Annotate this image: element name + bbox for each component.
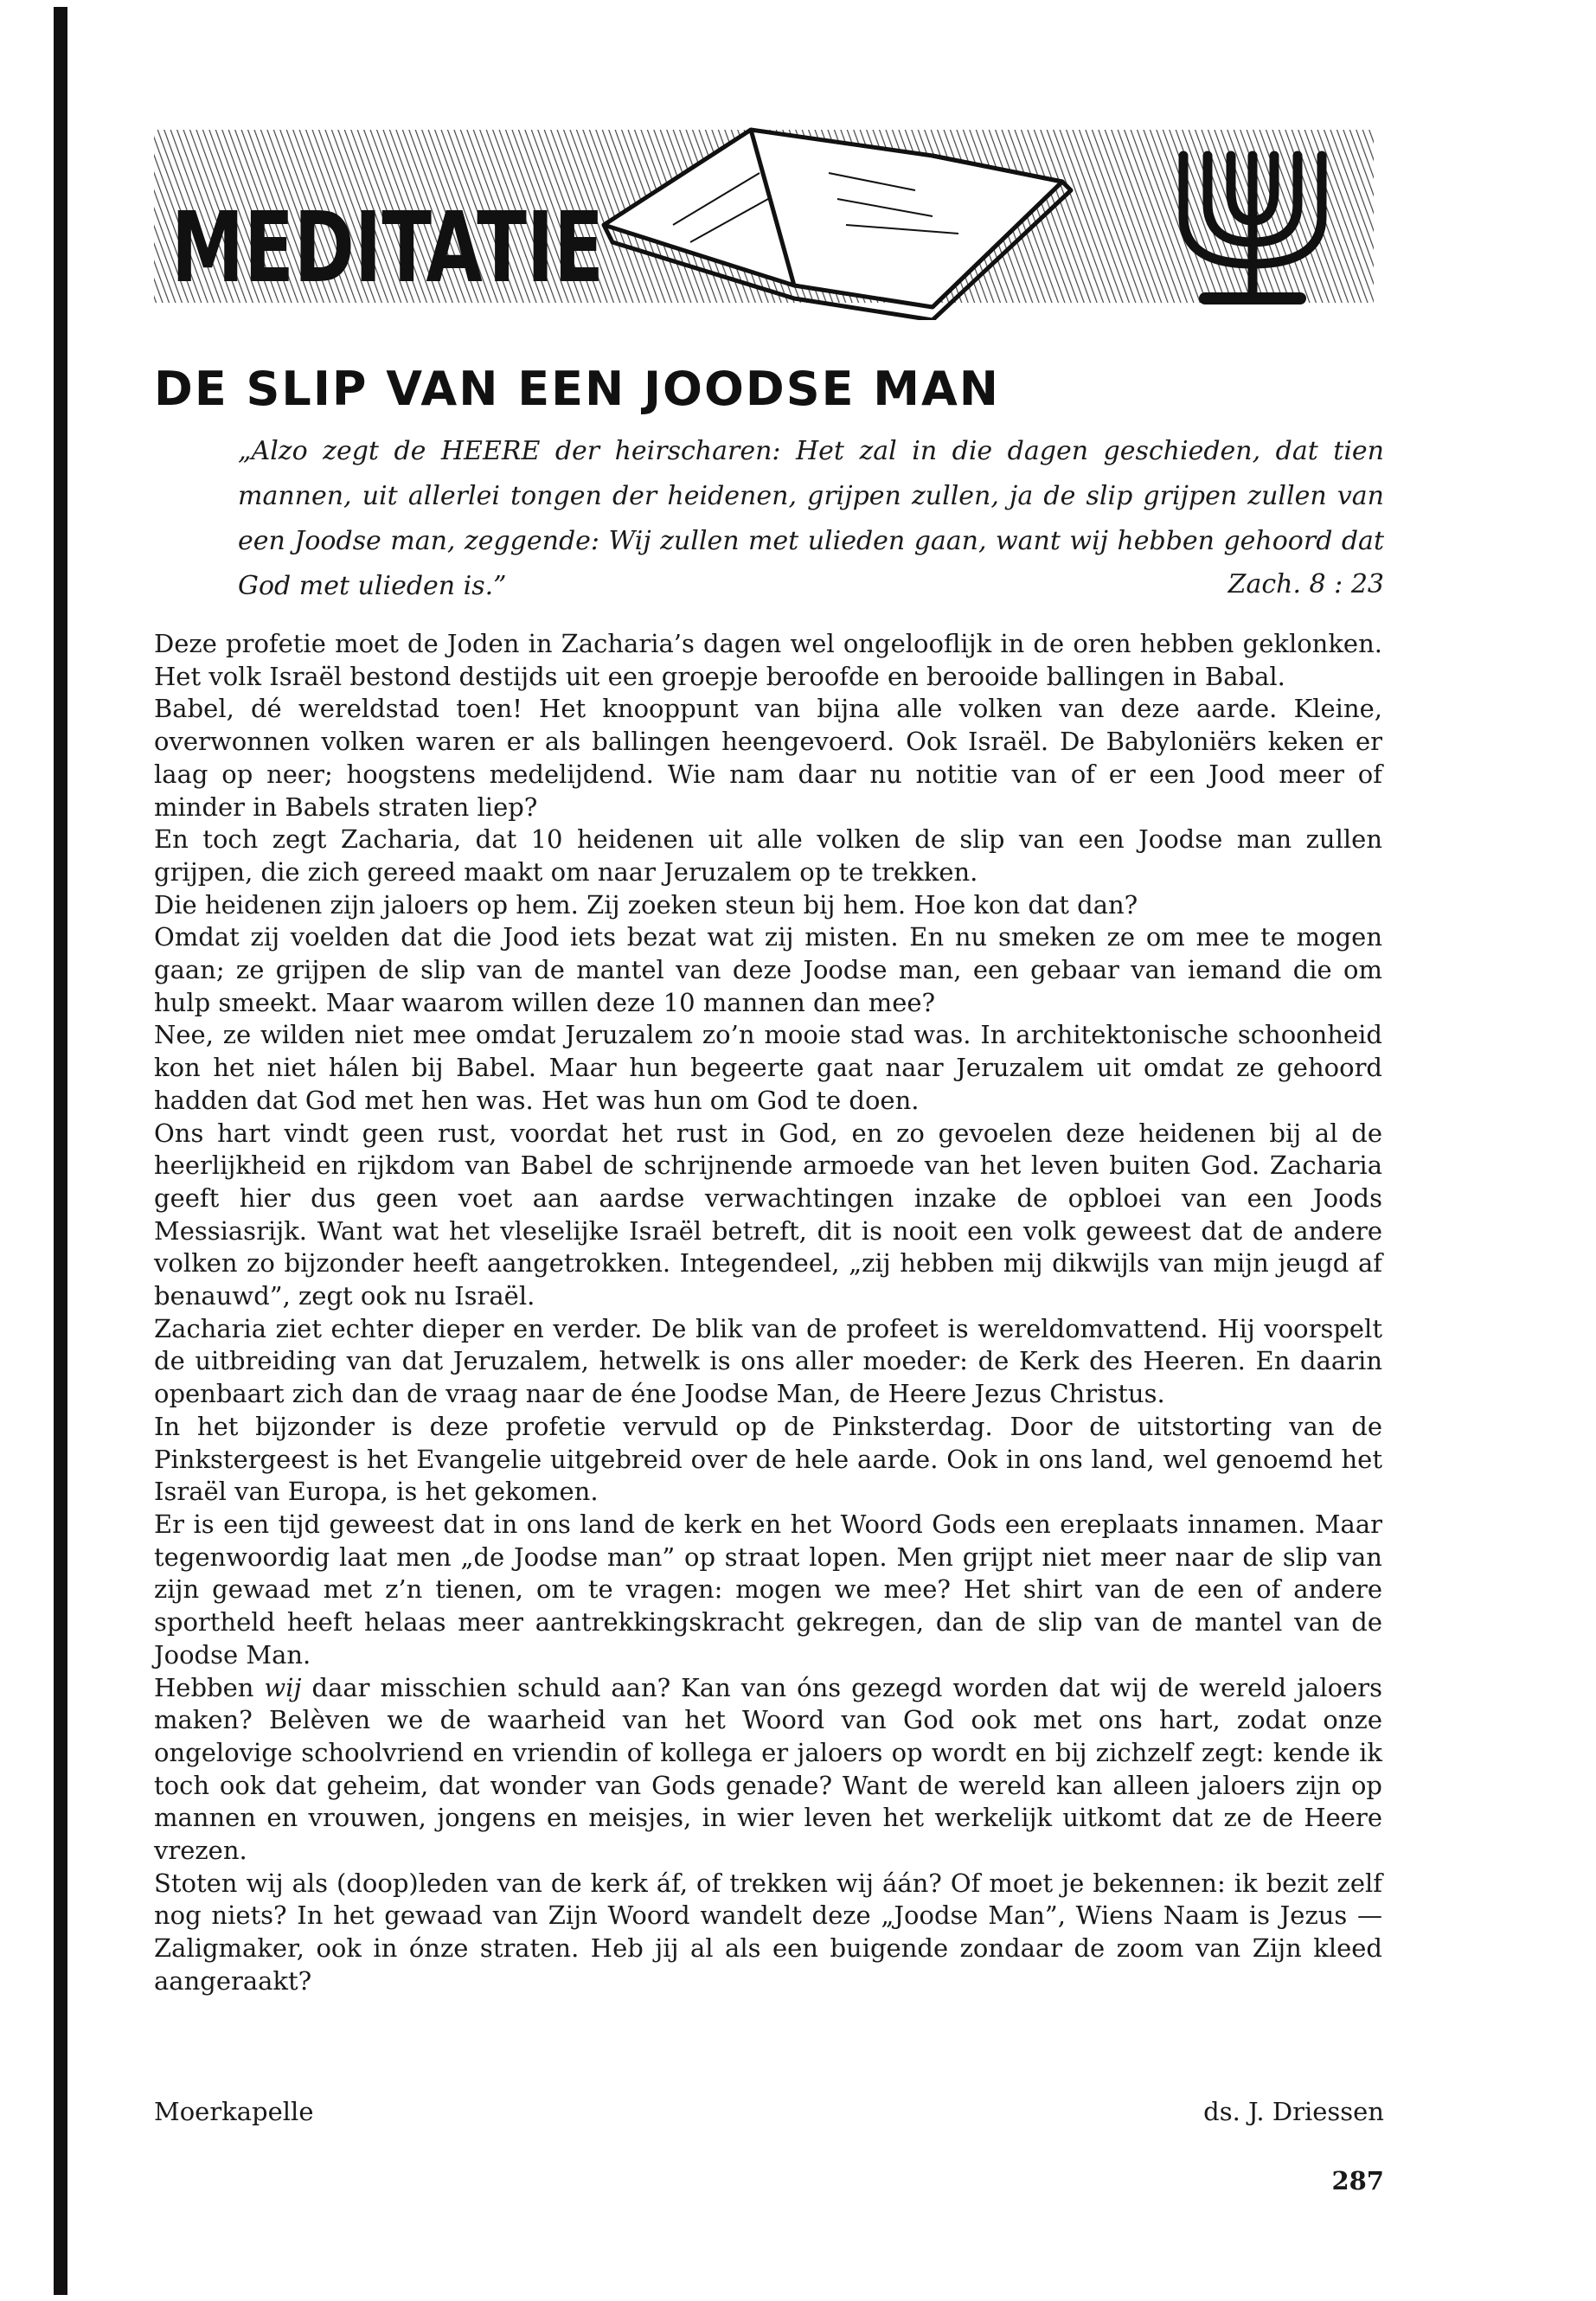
- paragraph: Stoten wij als (doop)leden van de kerk áf, of trekken wij áán? Of moet je bekennen: ik bezit zelf nog niets? In het gewaad van Zijn Woord wandelt deze „Joodse Man”, Wiens Naam is Jezus — Zaligmaker, ook in ónze straten. Heb jij al als een buigende zondaar de zoom van Zijn kleed aangeraakt?: [154, 1868, 1382, 1996]
- scripture-citation: Zach. 8 : 23: [1227, 569, 1384, 599]
- paragraph: Babel, dé wereldstad toen! Het knooppunt van bijna alle volken van deze aarde. Kleine, overwonnen volken waren er als ballingen heengevoerd. Ook Israël. De Babyloniërs keken er laag op neer; hoogstens medelijdend. Wie nam daar nu notitie van of er een Jood meer of minder in Babels straten liep?: [154, 694, 1382, 822]
- paragraph: Zacharia ziet echter dieper en verder. De blik van de profeet is wereldomvattend. Hij voorspelt de uitbreiding van dat Jeruzalem, hetwelk is ons aller moeder: de Kerk des Heeren. En daarin openbaart zich dan de vraag naar de éne Joodse Man, de Heere Jezus Christus.: [154, 1313, 1382, 1409]
- paragraph: [154, 1672, 1382, 1868]
- paragraph: Nee, ze wilden niet mee omdat Jeruzalem zo’n mooie stad was. In architektonische schoonheid kon het niet hálen bij Babel. Maar hun begeerte gaat naar Jeruzalem uit omdat ze gehoord hadden dat God met hen was. Het was hun om God te doen.: [154, 1020, 1382, 1115]
- scripture-quote: „Alzo zegt de HEERE der heirscharen: Het zal in die dagen geschieden, dat tien mannen, uit allerlei tongen der heidenen, grijpen zullen, ja de slip grijpen zullen van een Joodse man, zeggende: Wij zullen met ulieden gaan, want wij hebben gehoord dat God met ulieden is.”: [238, 436, 1384, 601]
- paragraph: En toch zegt Zacharia, dat 10 heidenen uit alle volken de slip van een Joodse man zullen grijpen, die zich gereed maakt om naar Jeruzalem op te trekken.: [154, 824, 1382, 887]
- paragraph: Er is een tijd geweest dat in ons land de kerk en het Woord Gods een ereplaats innamen. Maar tegenwoordig laat men „de Joodse man” op straat lopen. Men grijpt niet meer naar de slip van zijn gewaad met z’n tienen, om te vragen: mogen we mee? Het shirt van de een of andere sportheld heeft helaas meer aantrekkingskracht gekregen, dan de slip van de mantel van de Joodse Man.: [154, 1509, 1382, 1670]
- paragraph: Ons hart vindt geen rust, voordat het rust in God, en zo gevoelen deze heidenen bij al de heerlijkheid en rijkdom van Babel de schrijnende armoede van het leven buiten God. Zacharia geeft hier dus geen voet aan aardse verwachtingen inzake de opbloei van een Joods Messiasrijk. Want wat het vleselijke Israël betreft, dit is nooit een volk geweest dat de andere volken zo bijzonder heeft aangetrokken. Integendeel, „zij hebben mij dikwijls van mijn jeugd af benauwd”, zegt ook nu Israël.: [154, 1118, 1382, 1311]
- article-body: [154, 628, 1382, 1998]
- binding-edge: [54, 7, 67, 2295]
- emphasis-text: wij: [264, 1672, 302, 1702]
- article-title: DE SLIP VAN EEN JOODSE MAN: [154, 362, 1000, 416]
- paragraph: Omdat zij voelden dat die Jood iets bezat wat zij misten. En nu smeken ze om mee te mogen gaan; ze grijpen de slip van de mantel van deze Joodse man, een gebaar van iemand die om hulp smeekt. Maar waarom willen deze 10 mannen dan mee?: [154, 922, 1382, 1017]
- banner-word: MEDITATIE: [171, 192, 604, 304]
- paragraph-text: daar misschien schuld aan? Kan van óns gezegd worden dat wij de wereld jaloers maken? Belèven we de waarheid van het Woord van God ook met ons hart, zodat onze ongelovige schoolvriend en vriendin of kollega er jaloers op wordt en bij zichzelf zegt: kende ik toch ook dat geheim, dat wonder van Gods genade? Want de wereld kan alleen jaloers zijn op mannen en vrouwen, jongens en meisjes, in wier leven het werkelijk uitkomt dat ze de Heere vrezen.: [154, 1672, 1383, 1866]
- author-name: ds. J. Driessen: [1203, 2097, 1384, 2126]
- paragraph: In het bijzonder is deze profetie vervuld op de Pinksterdag. Door de uitstorting van de Pinkstergeest is het Evangelie uitgebreid over de hele aarde. Ook in ons land, wel genoemd het Israël van Europa, is het gekomen.: [154, 1411, 1382, 1507]
- paragraph: Deze profetie moet de Joden in Zacharia’s dagen wel ongelooflijk in de oren hebben geklonken. Het volk Israël bestond destijds uit een groepje beroofde en berooide ballingen in Babal.: [154, 629, 1382, 691]
- signoff: [154, 2097, 1384, 2131]
- place-name: Moerkapelle: [154, 2097, 314, 2126]
- paragraph-text: Hebben: [154, 1672, 265, 1702]
- page-number: 287: [1331, 2166, 1384, 2195]
- paragraph: Die heidenen zijn jaloers op hem. Zij zoeken steun bij hem. Hoe kon dat dan?: [154, 889, 1138, 920]
- meditatie-banner: [154, 121, 1374, 320]
